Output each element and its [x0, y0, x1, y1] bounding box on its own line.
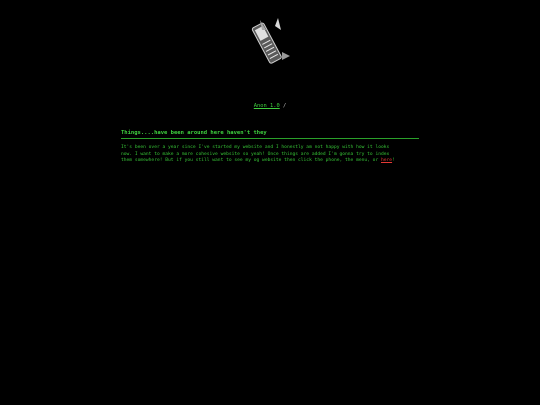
- nav-home-link[interactable]: Anon 1.0: [253, 103, 280, 109]
- post-body-line-1: It's been over a year since I've started my website and I honestly am not happy with how it looks: [121, 145, 390, 150]
- nav-bar: [0, 103, 540, 110]
- flip-phone-icon[interactable]: [248, 16, 292, 72]
- blog-post: [121, 130, 419, 165]
- post-body: [121, 145, 419, 165]
- here-link[interactable]: here: [380, 158, 393, 164]
- post-body-end: !: [392, 158, 395, 164]
- post-body-line-2: now. I want to make a more cohesive website so yeah! Once things are added I'm gonna try to index: [121, 151, 390, 157]
- nav-separator: /: [282, 103, 287, 109]
- post-title: Things....have been around here haven't they: [121, 130, 419, 139]
- post-body-line-3: them somewhere! But if you still want to see my og website then click the phone, the menu, or: [121, 158, 381, 164]
